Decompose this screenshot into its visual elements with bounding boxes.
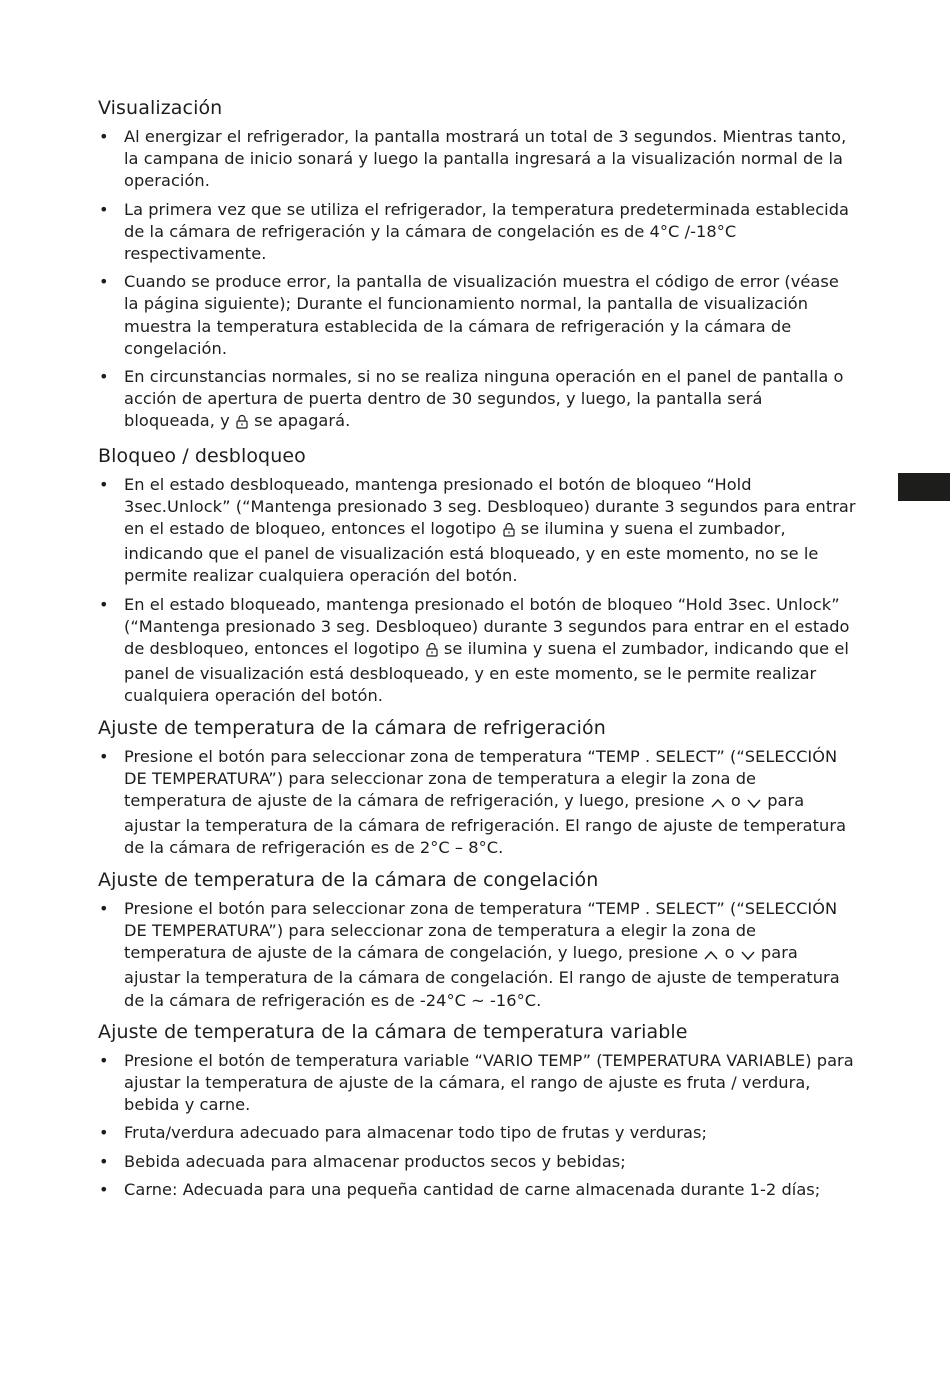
chevron-up-icon: [710, 793, 726, 815]
list-item-text: se ilumina y suena el zumbador, indicando que el panel de visualización está bloqueado, y en este momento, no se le permite realizar cualquiera operación del botón.: [124, 519, 819, 586]
list-item: [98, 594, 858, 708]
section-heading-congelacion: Ajuste de temperatura de la cámara de congelación: [98, 868, 599, 891]
bullet-list: [98, 1050, 858, 1201]
list-item-text: En circunstancias normales, si no se realiza ninguna operación en el panel de pantalla o acción de apertura de puerta dentro de 30 segundos, y luego, la pantalla será bloqueada, y: [124, 367, 844, 431]
lock-icon: [502, 521, 516, 543]
list-item: • Al energizar el refrigerador, la pantalla mostrará un total de 3 segundos. Mientras tanto, la campana de inicio sonará y luego la pantalla ingresará a la visualización normal de la operación.: [98, 126, 858, 193]
page-tab-marker: [898, 473, 950, 501]
list-item-text: En el estado desbloqueado, mantenga presionado el botón de bloqueo “Hold 3sec.Unlock” (“Mantenga presionado 3 seg. Desbloqueo) durante 3 segundos para entrar en el estado de bloqueo, entonces el logotipo: [124, 474, 856, 539]
list-item: [98, 898, 858, 1012]
section-heading-temperatura-variable: Ajuste de temperatura de la cámara de temperatura variable: [98, 1020, 688, 1043]
chevron-down-icon: [740, 945, 756, 967]
list-item: [98, 746, 858, 860]
chevron-down-icon: [746, 793, 762, 815]
lock-icon: [425, 641, 439, 663]
list-item-text: Presione el botón para seleccionar zona de temperatura “TEMP . SELECT” (“SELECCIÓN DE TEMPERATURA”) para seleccionar zona de temperatura a elegir la zona de temperatura de ajuste de la cámara de refrigeración, y luego, presione: [124, 746, 838, 811]
list-item: • Bebida adecuada para almacenar productos secos y bebidas;: [98, 1151, 858, 1173]
list-item-text: se apagará.: [248, 411, 351, 431]
list-item: [98, 366, 858, 436]
section-heading-refrigeracion: Ajuste de temperatura de la cámara de refrigeración: [98, 716, 606, 739]
bullet-list: [98, 474, 858, 708]
list-item: • La primera vez que se utiliza el refrigerador, la temperatura predeterminada establecida de la cámara de refrigeración y la cámara de congelación es de 4°C /-18°C respectivamente.: [98, 199, 858, 266]
list-item-text: se ilumina y suena el zumbador, indicando que el panel de visualización está desbloqueado, y en este momento, se le permite realizar cualquiera operación del botón.: [124, 639, 849, 706]
lock-icon: [235, 413, 249, 435]
chevron-up-icon: [703, 945, 719, 967]
list-item: • Fruta/verdura adecuado para almacenar todo tipo de frutas y verduras;: [98, 1122, 858, 1144]
document-page: [98, 96, 858, 1209]
list-item-text: o: [725, 791, 747, 811]
bullet-list: [98, 746, 858, 860]
bullet-list: [98, 898, 858, 1012]
section-heading-visualizacion: Visualización: [98, 97, 223, 119]
bullet-list: [98, 126, 858, 436]
list-item: • Carne: Adecuada para una pequeña cantidad de carne almacenada durante 1-2 días;: [98, 1179, 858, 1201]
list-item-text: En el estado bloqueado, mantenga presionado el botón de bloqueo “Hold 3sec. Unlock” (“Mantenga presionado 3 seg. Desbloqueo) durante 3 segundos para entrar en el estado de desbloqueo, entonces el logotipo: [124, 594, 850, 659]
list-item: • Cuando se produce error, la pantalla de visualización muestra el código de error (véase la página siguiente); Durante el funcionamiento normal, la pantalla de visualización muestra la temperatura establecida de la cámara de refrigeración y la cámara de congelación.: [98, 271, 858, 360]
list-item: • Presione el botón de temperatura variable “VARIO TEMP” (TEMPERATURA VARIABLE) para ajustar la temperatura de ajuste de la cámara, el rango de ajuste es fruta / verdura, bebida y carne.: [98, 1050, 858, 1117]
list-item-text: para ajustar la temperatura de la cámara de refrigeración. El rango de ajuste de temperatura de la cámara de refrigeración es de 2°C – 8°C.: [124, 791, 847, 858]
list-item: [98, 474, 858, 588]
list-item-text: Presione el botón para seleccionar zona de temperatura “TEMP . SELECT” (“SELECCIÓN DE TEMPERATURA”) para seleccionar zona de temperatura a elegir la zona de temperatura de ajuste de la cámara de congelación, y luego, presione: [124, 898, 838, 963]
section-heading-bloqueo: Bloqueo / desbloqueo: [98, 444, 306, 467]
list-item-text: o: [719, 943, 740, 963]
list-item-text: para ajustar la temperatura de la cámara de congelación. El rango de ajuste de temperatura de la cámara de refrigeración es de -24°C ~ -16°C.: [124, 943, 840, 1010]
